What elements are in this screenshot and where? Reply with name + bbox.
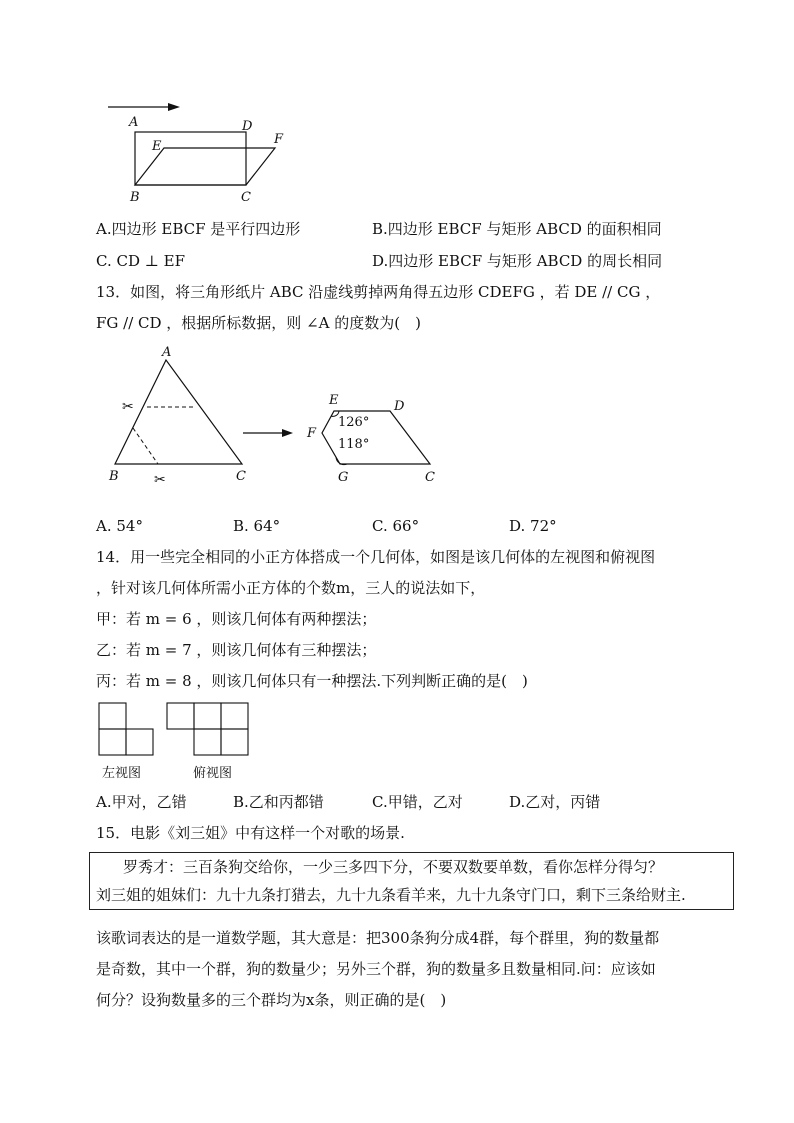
q13-option-d[interactable]: D. 72° — [509, 517, 557, 535]
angle-value-126: 126° — [338, 415, 370, 430]
label-F: F — [274, 132, 284, 147]
top-view-cell — [221, 729, 248, 755]
q15-lyrics-line2: 刘三姐的姐妹们：九十九条打猎去，九十九条看羊来，九十九条守门口，剩下三条给财主. — [96, 886, 686, 904]
label-B: B — [130, 190, 140, 205]
q14-option-a[interactable]: A.甲对，乙错 — [96, 793, 187, 811]
left-view-cell — [126, 729, 153, 755]
label-A: A — [129, 115, 139, 130]
q15-stem-line1: 15．电影《刘三姐》中有这样一个对歌的场景. — [96, 824, 405, 842]
q14-stem-line1: 14．用一些完全相同的小正方体搭成一个几何体，如图是该几何体的左视图和俯视图 — [96, 548, 656, 566]
pent-label-E: E — [329, 393, 339, 408]
left-view-cell — [99, 729, 126, 755]
top-view-cell — [167, 703, 194, 729]
q15-explain-line2: 是奇数，其中一个群，狗的数量少；另外三个群，狗的数量多且数量相同.问：应该如 — [96, 960, 656, 978]
q15-explain-line3: 何分？设狗数量多的三个群均为x条，则正确的是( ) — [96, 991, 447, 1009]
cut-line-bottom — [133, 428, 158, 464]
q12-option-c[interactable]: C. CD ⊥ EF — [96, 252, 185, 270]
q15-lyrics-line1: 罗秀才：三百条狗交给你，一少三多四下分，不要双数要单数，看你怎样分得匀？ — [123, 858, 664, 876]
label-E: E — [152, 139, 162, 154]
tri-label-C: C — [236, 469, 246, 484]
pent-label-C: C — [425, 470, 435, 485]
q14-statement-yi: 乙：若 m = 7 ，则该几何体有三种摆法； — [96, 641, 377, 659]
label-C: C — [241, 190, 251, 205]
tri-label-B: B — [109, 469, 119, 484]
q14-option-d[interactable]: D.乙对，丙错 — [509, 793, 601, 811]
q12-option-b[interactable]: B.四边形 EBCF 与矩形 ABCD 的面积相同 — [372, 220, 662, 238]
scissors-icon: ✂ — [122, 399, 134, 415]
pent-label-G: G — [338, 470, 349, 485]
q13-stem-line1: 13．如图，将三角形纸片 ABC 沿虚线剪掉两角得五边形 CDEFG ，若 DE // CG ， — [96, 283, 661, 301]
q12-figure — [100, 95, 310, 215]
tri-label-A: A — [162, 345, 172, 360]
q13-figure — [100, 340, 450, 490]
top-view-cell — [194, 703, 221, 729]
q13-option-c[interactable]: C. 66° — [372, 517, 420, 535]
q14-figure — [96, 700, 256, 782]
q13-option-b[interactable]: B. 64° — [233, 517, 281, 535]
left-view-cell — [99, 703, 126, 729]
top-view-cell — [194, 729, 221, 755]
pent-label-D: D — [394, 399, 405, 414]
label-D: D — [242, 119, 253, 134]
arrow-head — [168, 103, 180, 111]
q14-option-c[interactable]: C.甲错，乙对 — [372, 793, 463, 811]
left-view-caption: 左视图 — [102, 766, 142, 781]
q14-statement-bing: 丙：若 m = 8 ，则该几何体只有一种摆法.下列判断正确的是( ) — [96, 672, 528, 690]
q14-statement-jia: 甲：若 m = 6 ，则该几何体有两种摆法； — [96, 610, 377, 628]
q13-option-a[interactable]: A. 54° — [96, 517, 143, 535]
q14-stem-line2: ，针对该几何体所需小正方体的个数m，三人的说法如下， — [96, 579, 486, 597]
triangle-abc — [115, 360, 242, 464]
q12-option-a[interactable]: A.四边形 EBCF 是平行四边形 — [96, 220, 301, 238]
arrow-head — [282, 429, 293, 437]
angle-value-118: 118° — [338, 437, 370, 452]
pent-label-F: F — [307, 426, 317, 441]
q15-explain-line1: 该歌词表达的是一道数学题，其大意是：把300条狗分成4群，每个群里，狗的数量都 — [96, 929, 660, 947]
q12-option-d[interactable]: D.四边形 EBCF 与矩形 ABCD 的周长相同 — [372, 252, 663, 270]
q13-stem-line2: FG // CD ，根据所标数据，则 ∠A 的度数为( ) — [96, 314, 421, 332]
scissors-icon: ✂ — [154, 472, 166, 488]
q14-option-b[interactable]: B.乙和丙都错 — [233, 793, 324, 811]
q15-lyrics-box — [89, 852, 734, 910]
top-view-cell — [221, 703, 248, 729]
top-view-caption: 俯视图 — [193, 766, 233, 781]
